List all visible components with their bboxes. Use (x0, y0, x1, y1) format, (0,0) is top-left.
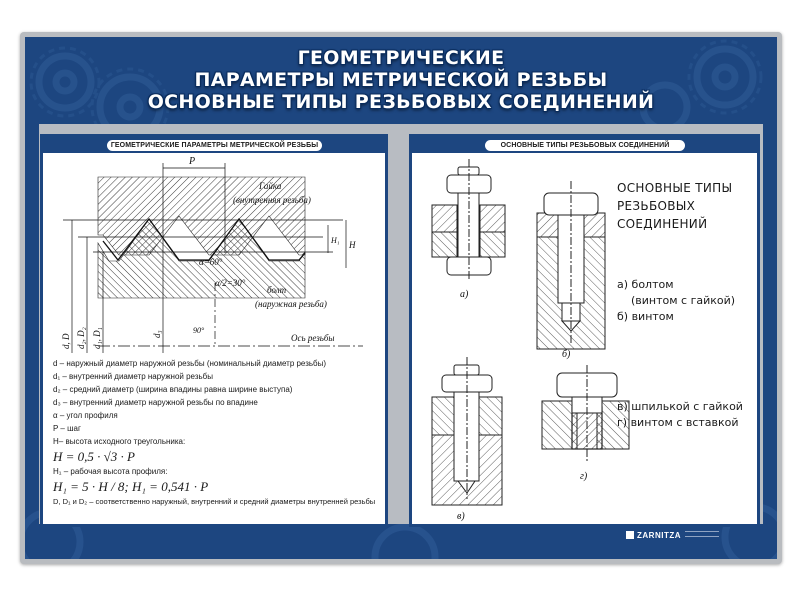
types-list-b (617, 399, 743, 431)
label-90: 90° (193, 326, 205, 335)
types-title-line: РЕЗЬБОВЫХ (617, 199, 696, 213)
title-line-1: ГЕОМЕТРИЧЕСКИЕ (297, 47, 505, 69)
label-axis: Ось резьбы (291, 333, 335, 343)
legend-item: d₁ – внутренний диаметр наружной резьбы (53, 372, 213, 381)
label-alpha: α=60° (199, 257, 223, 267)
title-line-2: ПАРАМЕТРЫ МЕТРИЧЕСКОЙ РЕЗЬБЫ (194, 69, 608, 91)
label-d1-D1: d₁, D₁ (92, 327, 102, 349)
label-d-D: d, D (61, 333, 71, 349)
figure-label-a: а) (460, 289, 469, 300)
brand-name: ZARNITZA (637, 531, 681, 540)
type-item: а) болтом (617, 278, 674, 291)
figure-label-b: б) (562, 349, 571, 360)
panel-header (412, 137, 757, 153)
legend-item: D, D₁ и D₂ – соответственно наружный, внутренний и средний диаметры внутренней резьбы (53, 497, 376, 506)
legend-item: H– высота исходного треугольника: (53, 437, 186, 446)
types-list-a (617, 277, 735, 325)
types-title (617, 179, 732, 233)
label-d2-D2: d₂, D₂ (76, 327, 86, 349)
label-bolt: болт (267, 285, 287, 295)
legend-item: d₂ – средний диаметр (ширина впадины равна ширине выступа) (53, 385, 293, 394)
label-h1: H₁ (331, 236, 340, 245)
type-item: в) шпилькой с гайкой (617, 400, 743, 413)
label-bolt-sub: (наружная резьба) (255, 299, 327, 309)
thread-profile-diagram (43, 153, 385, 353)
poster-board (25, 37, 777, 559)
legend-item: α – угол профиля (53, 411, 118, 420)
formula-h: H = 0,5 · √3 · P (53, 449, 135, 464)
formula-h1: H₁ = 5 · H / 8; H₁ = 0,541 · P (53, 479, 209, 494)
label-half-alpha: α/2=30° (215, 278, 246, 288)
type-item: г) винтом с вставкой (617, 416, 739, 429)
legend-item: d – наружный диаметр наружной резьбы (номинальный диаметр резьбы) (53, 359, 327, 368)
legend-item: d₃ – внутренний диаметр наружной резьбы по впадине (53, 398, 258, 407)
label-nut: Гайка (259, 181, 282, 191)
label-h: H (349, 240, 356, 250)
zarnitza-logo-icon (626, 531, 634, 539)
figure-label-v: в) (457, 511, 465, 522)
thread-parameters-panel (40, 134, 388, 527)
panel-header (43, 137, 385, 153)
type-item: б) винтом (617, 310, 674, 323)
types-title-line: ОСНОВНЫЕ ТИПЫ (617, 181, 733, 195)
connection-types-panel (409, 134, 760, 527)
parameter-legend (53, 357, 375, 508)
legend-item: P – шаг (53, 424, 81, 433)
panel-header-title: ОСНОВНЫЕ ТИПЫ РЕЗЬБОВЫХ СОЕДИНЕНИЙ (485, 140, 685, 151)
title-line-3: ОСНОВНЫЕ ТИПЫ РЕЗЬБОВЫХ СОЕДИНЕНИЙ (147, 91, 655, 113)
types-title-line: СОЕДИНЕНИЙ (617, 217, 708, 231)
figure-label-g: г) (580, 471, 588, 482)
poster-title (25, 47, 777, 113)
label-p: P (189, 156, 196, 167)
panel-header-title: ГЕОМЕТРИЧЕСКИЕ ПАРАМЕТРЫ МЕТРИЧЕСКОЙ РЕЗЬБЫ (107, 140, 322, 151)
label-d3: d₃ (152, 330, 162, 338)
footer-contact-lines (685, 530, 765, 540)
legend-item: H₁ – рабочая высота профиля: (53, 467, 168, 476)
label-nut-sub: (внутренняя резьба) (233, 195, 311, 205)
type-item: (винтом с гайкой) (631, 294, 736, 307)
